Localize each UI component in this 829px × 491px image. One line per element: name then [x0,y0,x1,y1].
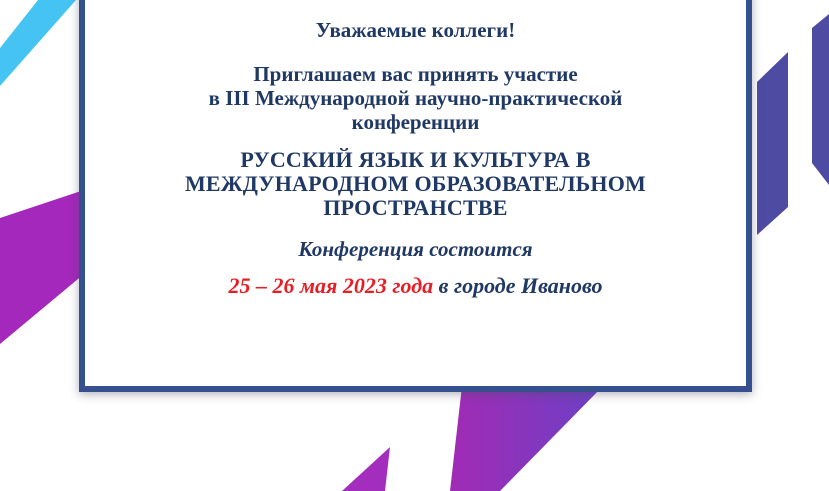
invite-paragraph [85,62,746,134]
decor-magenta-triangle-bottom-icon [342,447,390,491]
greeting-line: Уважаемые коллеги! [315,18,516,42]
conference-title-line-1: РУССКИЙ ЯЗЫК И КУЛЬТУРА В [240,147,591,172]
invitation-content [85,0,746,298]
decor-cyan-stripe-icon [0,0,76,86]
location-text: в городе Иваново [433,273,603,298]
decor-magenta-wedge-left-icon [0,190,84,344]
conference-title-line-3: ПРОСТРАНСТВЕ [323,195,508,220]
invitation-card [79,0,752,392]
invite-line-2: в III Международной научно-практической [208,86,623,110]
decor-indigo-stripe-outer-icon [812,14,829,185]
invite-line-1: Приглашаем вас принять участие [253,62,578,86]
conference-title [85,148,746,220]
subtitle-line: Конференция состоится [298,237,533,261]
conference-title-line-2: МЕЖДУНАРОДНОМ ОБРАЗОВАТЕЛЬНОМ [184,171,647,196]
decor-indigo-stripe-inner-icon [757,52,788,235]
date-text: 25 – 26 мая 2023 года [228,273,434,298]
decor-gradient-wedge-bottom-icon [450,386,603,491]
date-line [85,274,746,298]
invite-line-3: конференции [351,110,480,134]
